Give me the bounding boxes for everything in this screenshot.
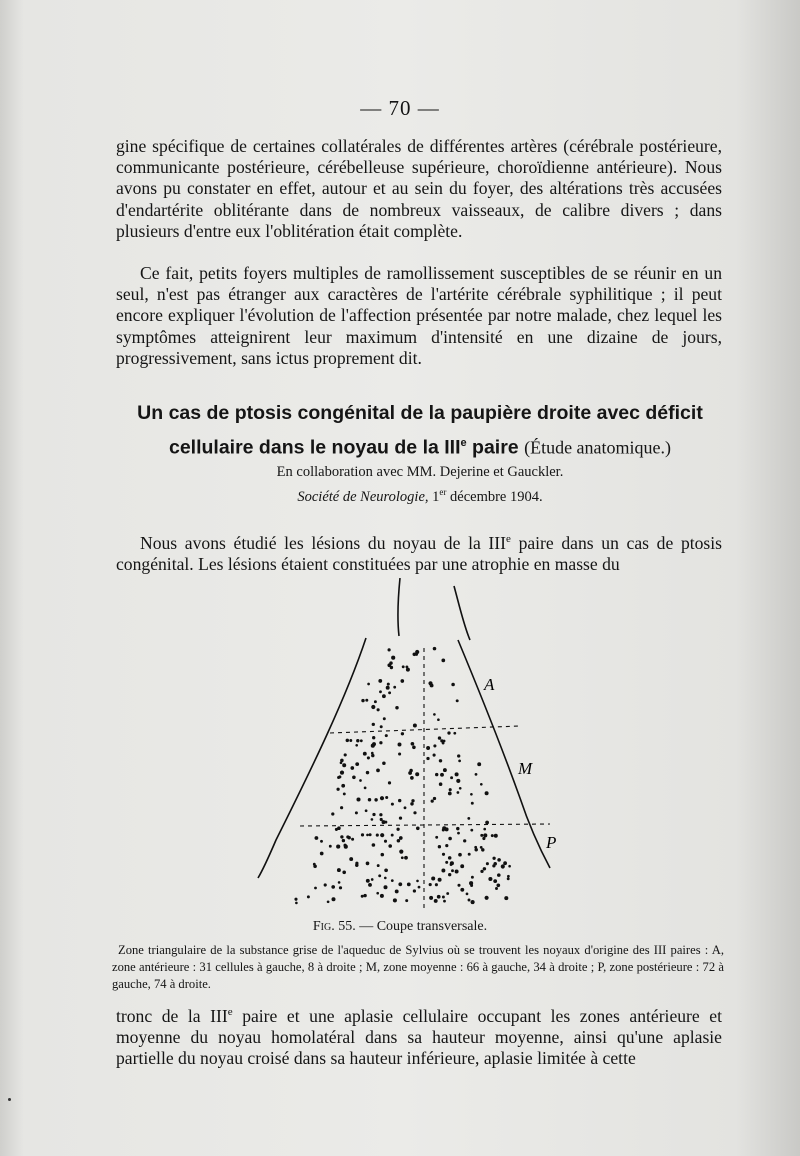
cell-dot bbox=[412, 746, 416, 750]
cell-dot bbox=[388, 844, 392, 848]
cell-dot bbox=[406, 668, 410, 672]
cell-dot bbox=[446, 892, 449, 895]
cell-dot bbox=[415, 653, 418, 656]
cell-dot bbox=[382, 761, 386, 765]
cell-dot bbox=[470, 793, 473, 796]
cell-dot bbox=[413, 811, 416, 814]
cell-dot bbox=[413, 724, 417, 728]
cell-dot bbox=[365, 809, 368, 812]
cell-dot bbox=[371, 744, 375, 748]
cell-dot bbox=[356, 797, 360, 801]
cell-dot bbox=[405, 899, 408, 902]
cell-dot bbox=[366, 862, 370, 866]
paragraph-3 bbox=[116, 529, 722, 575]
cell-dot bbox=[411, 799, 414, 802]
cell-dot bbox=[426, 757, 429, 760]
cell-dot bbox=[433, 754, 436, 757]
cell-dot bbox=[449, 788, 452, 791]
cell-dot bbox=[439, 759, 442, 762]
cell-dot bbox=[485, 791, 489, 795]
cell-dot bbox=[367, 683, 370, 686]
cell-dot bbox=[371, 754, 374, 757]
cell-dot bbox=[480, 783, 483, 786]
cell-dot bbox=[388, 648, 391, 651]
cell-dot bbox=[437, 718, 440, 721]
cell-dot bbox=[448, 856, 452, 860]
cell-dot bbox=[343, 792, 346, 795]
cell-dot bbox=[438, 845, 441, 848]
para4-start: tronc de la III bbox=[116, 1005, 228, 1026]
figure-number: Fig. 55. bbox=[312, 919, 356, 934]
cell-dot bbox=[372, 723, 375, 726]
cell-dot bbox=[352, 776, 356, 780]
cell-dot bbox=[488, 877, 492, 881]
cell-dot bbox=[457, 791, 460, 794]
cell-dot bbox=[438, 736, 441, 739]
cell-dot bbox=[483, 833, 487, 837]
cell-dot bbox=[442, 896, 445, 899]
cell-dot bbox=[371, 878, 374, 881]
cell-dot bbox=[439, 782, 443, 786]
cell-dot bbox=[486, 862, 489, 865]
cell-dot bbox=[455, 870, 459, 874]
cell-dot bbox=[361, 699, 364, 702]
cell-dot bbox=[393, 686, 396, 689]
para3-superscript: e bbox=[506, 533, 511, 545]
cell-dot bbox=[445, 844, 448, 847]
cell-dot bbox=[393, 898, 397, 902]
right-top-stroke bbox=[454, 586, 470, 640]
cell-dot bbox=[340, 835, 343, 838]
cell-dot bbox=[376, 892, 379, 895]
cell-dot bbox=[398, 882, 402, 886]
cell-dot bbox=[337, 826, 341, 830]
cell-dot bbox=[477, 762, 481, 766]
cell-dot bbox=[409, 769, 413, 773]
cell-dot bbox=[320, 852, 324, 856]
cell-dot bbox=[346, 835, 349, 838]
figure-legend: Zone triangulaire de la substance grise de l'aqueduc de Sylvius où se trouvent les noyaux d'origine des III paires : A, zone antérieure : 31 cellules à gauche, 8 à droite ; M, zone moyenne : 66 à gauche, 34 à droite ; P, zone postérieure : 72 à gauche, 74 à droite. bbox=[112, 943, 724, 991]
cell-dot bbox=[485, 821, 489, 825]
cell-dot bbox=[344, 845, 348, 849]
cell-dot bbox=[448, 792, 452, 796]
cell-dot bbox=[368, 798, 371, 801]
cell-dot bbox=[453, 732, 456, 735]
cell-dot bbox=[369, 833, 372, 836]
zone-a-m-divider bbox=[330, 726, 520, 733]
cell-dot bbox=[433, 647, 437, 651]
cell-dot bbox=[384, 885, 388, 889]
cell-dot bbox=[501, 864, 505, 868]
cell-dot bbox=[497, 873, 501, 877]
cell-dot bbox=[429, 883, 432, 886]
cell-dot bbox=[493, 862, 497, 866]
cell-dot bbox=[471, 802, 474, 805]
cell-dot bbox=[442, 853, 445, 856]
cell-dot bbox=[448, 873, 451, 876]
cell-dot bbox=[413, 889, 416, 892]
cell-dot bbox=[386, 686, 390, 690]
cell-dot bbox=[383, 717, 386, 720]
cell-dot bbox=[494, 834, 498, 838]
cell-dot bbox=[445, 861, 448, 864]
cell-dot bbox=[504, 896, 508, 900]
cell-dot bbox=[482, 837, 485, 840]
cell-dot bbox=[459, 787, 462, 790]
cell-dot bbox=[388, 691, 391, 694]
cell-dot bbox=[443, 900, 446, 903]
zone-m-p-divider bbox=[300, 824, 550, 826]
cell-dot bbox=[398, 752, 401, 755]
cell-dot bbox=[378, 874, 381, 877]
cell-dot bbox=[396, 828, 399, 831]
cell-dot bbox=[380, 833, 384, 837]
cell-dot bbox=[398, 799, 401, 802]
cell-dot bbox=[483, 828, 486, 831]
cell-dot bbox=[349, 739, 352, 742]
cell-dot bbox=[360, 739, 363, 742]
society-name: Société de Neurologie, bbox=[297, 488, 429, 505]
cell-dots bbox=[294, 647, 510, 904]
cell-dot bbox=[372, 813, 375, 816]
source-line bbox=[0, 482, 800, 507]
cell-dot bbox=[374, 700, 377, 703]
collaboration-line: En collaboration avec MM. Dejerine et Gauckler. bbox=[276, 464, 564, 480]
cell-dot bbox=[361, 895, 364, 898]
figure-caption bbox=[0, 919, 800, 935]
cell-dot bbox=[451, 869, 454, 872]
cell-dot bbox=[445, 827, 449, 831]
cell-dot bbox=[342, 871, 346, 875]
cell-dot bbox=[355, 811, 358, 814]
cell-dot bbox=[398, 743, 402, 747]
title-text-mid: paire bbox=[466, 436, 525, 459]
cell-dot bbox=[340, 761, 343, 764]
cell-dot bbox=[471, 900, 475, 904]
cell-dot bbox=[336, 788, 339, 791]
label-p: P bbox=[546, 833, 557, 852]
paragraph-2: Ce fait, petits foyers multiples de ramollissement susceptibles de se réunir en un seul, n'est pas étranger aux caractères de l'artérite cérébrale syphilitique ; il peut encore expliquer l'évolution de l'affection présentée par notre malade, chez lequel les symptômes atteignirent leur maximum d'intensité en une dizaine de jours, progressivement, sans ictus proprement dit. bbox=[116, 263, 722, 368]
cell-dot bbox=[355, 862, 358, 865]
title-line-2 bbox=[110, 428, 730, 463]
cell-dot bbox=[471, 876, 474, 879]
cell-dot bbox=[410, 802, 413, 805]
cell-dot bbox=[431, 799, 434, 802]
cell-dot bbox=[474, 846, 477, 849]
cell-dot bbox=[456, 779, 460, 783]
cell-dot bbox=[372, 736, 375, 739]
cell-dot bbox=[339, 886, 342, 889]
cell-dot bbox=[391, 656, 395, 660]
cell-dot bbox=[363, 894, 366, 897]
cell-dot bbox=[399, 850, 403, 854]
cell-dot bbox=[336, 845, 340, 849]
cell-dot bbox=[441, 659, 445, 663]
cell-dot bbox=[400, 679, 404, 683]
cell-dot bbox=[363, 752, 367, 756]
cell-dot bbox=[435, 883, 438, 886]
cell-dot bbox=[475, 773, 478, 776]
page-number: — 70 — bbox=[360, 96, 440, 120]
cell-dot bbox=[467, 817, 470, 820]
cell-dot bbox=[440, 773, 444, 777]
cell-dot bbox=[391, 803, 394, 806]
cell-dot bbox=[384, 877, 387, 880]
cell-dot bbox=[340, 806, 343, 809]
cell-dot bbox=[418, 886, 421, 889]
cell-dot bbox=[433, 713, 436, 716]
cell-dot bbox=[447, 731, 450, 734]
cell-dot bbox=[342, 839, 345, 842]
cell-dot bbox=[448, 837, 452, 841]
cell-dot bbox=[416, 880, 419, 883]
paragraph-1: gine spécifique de certaines collatérales de différentes artères (cérébrale postérieure, communicante postérieure, cérébelleuse supérieure, choroïdienne antérieure). Nous avons pu constater en effet, autour et au sein du foyer, des altérations très accusées d'endartérite oblitérante dans de nombreux vaisseaux, de calibre divers ; dans plusieurs d'entre eux l'oblitération était complète. bbox=[116, 136, 722, 241]
cell-dot bbox=[507, 877, 510, 880]
cell-dot bbox=[374, 798, 377, 801]
right-boundary bbox=[458, 640, 550, 868]
cell-dot bbox=[324, 883, 327, 886]
cell-dot bbox=[368, 883, 372, 887]
cell-dot bbox=[338, 775, 341, 778]
cell-dot bbox=[397, 839, 401, 843]
para3-start: Nous avons étudié les lésions du noyau de la III bbox=[140, 532, 507, 553]
cell-dot bbox=[385, 734, 388, 737]
cell-dot bbox=[385, 796, 388, 799]
cell-dot bbox=[382, 694, 386, 698]
cell-dot bbox=[380, 894, 384, 898]
cell-dot bbox=[361, 833, 364, 836]
cell-dot bbox=[376, 769, 380, 773]
cell-dot bbox=[450, 776, 453, 779]
cell-dot bbox=[391, 834, 394, 837]
cell-dot bbox=[314, 887, 317, 890]
cell-dot bbox=[456, 827, 459, 830]
cell-dot bbox=[387, 663, 391, 667]
cell-dot bbox=[466, 893, 469, 896]
margin-speck bbox=[8, 1098, 11, 1101]
cell-dot bbox=[456, 699, 459, 702]
cell-dot bbox=[401, 732, 404, 735]
cell-dot bbox=[384, 821, 387, 824]
cell-dot bbox=[455, 772, 459, 776]
cell-dot bbox=[379, 690, 382, 693]
cell-dot bbox=[458, 853, 462, 857]
cell-dot bbox=[407, 883, 411, 887]
cell-dot bbox=[431, 876, 435, 880]
cell-dot bbox=[450, 863, 453, 866]
cell-dot bbox=[429, 896, 433, 900]
cell-dot bbox=[410, 776, 414, 780]
cell-dot bbox=[359, 779, 362, 782]
cell-dot bbox=[340, 771, 344, 775]
cell-dot bbox=[380, 818, 383, 821]
cell-dot bbox=[338, 881, 341, 884]
cell-dot bbox=[355, 744, 358, 747]
date-superscript: er bbox=[439, 487, 447, 497]
cell-dot bbox=[507, 875, 510, 878]
cell-dot bbox=[426, 746, 430, 750]
cell-dot bbox=[433, 744, 436, 747]
cell-dot bbox=[508, 865, 511, 868]
cell-dot bbox=[438, 878, 442, 882]
cell-dot bbox=[404, 806, 407, 809]
title-superscript: e bbox=[460, 437, 467, 449]
cell-dot bbox=[415, 772, 419, 776]
cell-dot bbox=[434, 899, 438, 903]
cell-dot bbox=[337, 868, 341, 872]
cell-dot bbox=[376, 834, 379, 837]
cell-dot bbox=[380, 725, 383, 728]
cell-dot bbox=[458, 760, 461, 763]
cell-dot bbox=[350, 766, 354, 770]
cell-dot bbox=[379, 813, 382, 816]
cell-dot bbox=[371, 752, 374, 755]
cell-dot bbox=[391, 879, 394, 882]
cell-dot bbox=[379, 741, 382, 744]
cell-dot bbox=[496, 883, 500, 887]
cell-dot bbox=[366, 879, 370, 883]
cell-dot bbox=[366, 834, 369, 837]
cell-dot bbox=[367, 756, 370, 759]
cell-dot bbox=[331, 885, 335, 889]
cell-dot bbox=[483, 867, 486, 870]
left-boundary bbox=[258, 638, 366, 878]
cell-dot bbox=[441, 869, 445, 873]
cell-dot bbox=[313, 863, 316, 866]
cell-dot bbox=[497, 858, 501, 862]
cell-dot bbox=[470, 829, 473, 832]
cell-dot bbox=[468, 853, 471, 856]
cell-dot bbox=[344, 753, 347, 756]
cell-dot bbox=[331, 812, 334, 815]
cell-dot bbox=[399, 816, 402, 819]
para3-end: paire dans un cas de ptosis congénital. Les lésions étaient constituées par une atrophie en masse du bbox=[116, 532, 723, 575]
cell-dot bbox=[331, 897, 335, 901]
title-parenthetical: (Étude anatomique.) bbox=[524, 437, 672, 458]
cell-dot bbox=[460, 888, 464, 892]
cell-dot bbox=[327, 900, 330, 903]
cell-dot bbox=[468, 899, 471, 902]
title-text: cellulaire dans le noyau de la III bbox=[168, 436, 461, 459]
cell-dot bbox=[503, 861, 507, 865]
cell-dot bbox=[480, 846, 483, 849]
cell-dot bbox=[355, 762, 359, 766]
cell-dot bbox=[411, 742, 415, 746]
cell-dot bbox=[341, 784, 345, 788]
cell-dot bbox=[491, 834, 494, 837]
date-rest: décembre 1904. bbox=[446, 488, 543, 505]
title-line-1: Un cas de ptosis congénital de la paupière droite avec déficit bbox=[137, 402, 703, 424]
cell-dot bbox=[384, 840, 387, 843]
cell-dot bbox=[416, 827, 420, 831]
cell-dot bbox=[443, 768, 447, 772]
cell-dot bbox=[457, 884, 460, 887]
article-title bbox=[110, 398, 730, 463]
anatomical-figure bbox=[250, 578, 580, 918]
cell-dot bbox=[380, 796, 384, 800]
paragraph-4 bbox=[116, 1002, 722, 1069]
cell-dot bbox=[442, 742, 445, 745]
cell-dot bbox=[430, 684, 434, 688]
cell-dot bbox=[315, 836, 319, 840]
cell-dot bbox=[402, 665, 405, 668]
cell-dot bbox=[495, 887, 498, 890]
cell-dot bbox=[349, 857, 353, 861]
cell-dot bbox=[371, 705, 375, 709]
cell-dot bbox=[366, 771, 369, 774]
date-day: 1 bbox=[432, 488, 440, 505]
cell-dot bbox=[469, 881, 473, 885]
cell-dot bbox=[365, 699, 368, 702]
cell-dot bbox=[463, 839, 466, 842]
cell-dot bbox=[377, 864, 380, 867]
cell-dot bbox=[493, 879, 497, 883]
cell-dot bbox=[433, 797, 436, 800]
cell-dot bbox=[346, 739, 349, 742]
cell-dot bbox=[388, 781, 391, 784]
cell-dot bbox=[399, 836, 403, 840]
cell-dot bbox=[395, 889, 399, 893]
cell-dot bbox=[377, 708, 380, 711]
cell-dot bbox=[364, 787, 367, 790]
cell-dot bbox=[435, 836, 438, 839]
cell-dot bbox=[451, 683, 455, 687]
cell-dot bbox=[378, 679, 382, 683]
cell-dot bbox=[492, 857, 495, 860]
cell-dot bbox=[457, 754, 460, 757]
para4-end: paire et une aplasie cellulaire occupant les zones antérieure et moyenne du noyau homolatéral dans sa hauteur moyenne, ainsi qu'une aplasie partielle du noyau croisé dans sa hauteur inférieure, aplasie limitée à cette bbox=[116, 1005, 722, 1069]
cell-dot bbox=[342, 763, 346, 767]
cell-dot bbox=[371, 818, 374, 821]
left-top-stroke bbox=[398, 578, 400, 636]
label-m: M bbox=[518, 759, 533, 778]
cell-dot bbox=[320, 840, 323, 843]
cell-dot bbox=[460, 864, 464, 868]
cell-dot bbox=[442, 828, 445, 831]
para4-superscript: e bbox=[227, 1006, 233, 1018]
cell-dot bbox=[485, 896, 489, 900]
cell-dot bbox=[395, 706, 398, 709]
cell-dot bbox=[435, 773, 438, 776]
cell-dot bbox=[295, 902, 298, 905]
cell-dot bbox=[356, 739, 359, 742]
cell-dot bbox=[480, 870, 483, 873]
cell-dot bbox=[384, 868, 388, 872]
label-a: A bbox=[484, 675, 495, 694]
cell-dot bbox=[437, 895, 441, 899]
cell-dot bbox=[401, 856, 404, 859]
cell-dot bbox=[480, 834, 483, 837]
cell-dot bbox=[381, 853, 385, 857]
cell-dot bbox=[307, 895, 310, 898]
cell-dot bbox=[351, 838, 354, 841]
cell-dot bbox=[372, 843, 376, 847]
cell-dot bbox=[457, 832, 460, 835]
figure-title: — Coupe transversale. bbox=[355, 919, 488, 934]
cell-dot bbox=[329, 845, 332, 848]
cell-dot bbox=[387, 683, 390, 686]
cell-dot bbox=[294, 898, 297, 901]
cell-dot bbox=[404, 856, 408, 860]
